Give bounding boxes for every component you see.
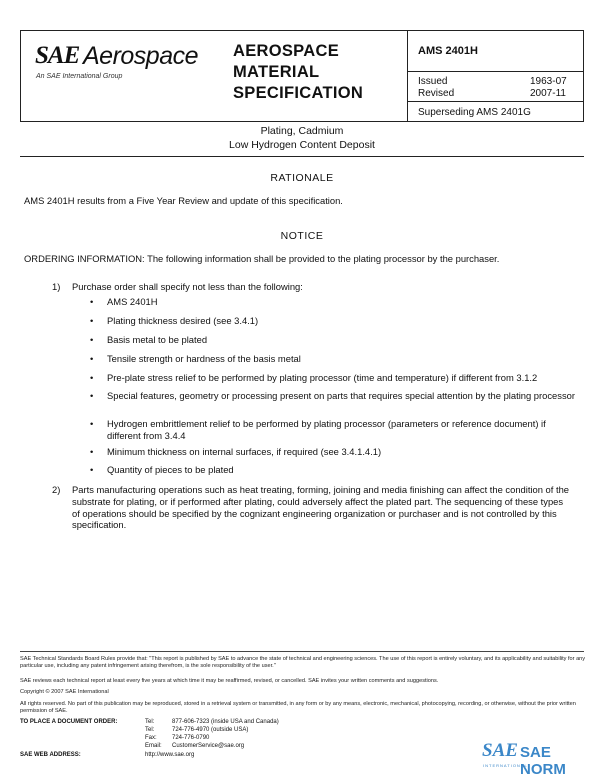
- document-title-line1: Plating, Cadmium: [260, 125, 344, 137]
- rationale-text: AMS 2401H results from a Five Year Review and update of this specification.: [24, 195, 343, 206]
- list-item: Special features, geometry or processing present on parts that requires special attention by the plating processor: [107, 390, 575, 401]
- document-title-line2: Low Hydrogen Content Deposit: [229, 139, 375, 151]
- list-item: Minimum thickness on internal surfaces, if required (see 3.4.1.4.1): [107, 446, 382, 457]
- superseding-note: Superseding AMS 2401G: [418, 107, 531, 118]
- web-link[interactable]: http://www.sae.org: [145, 752, 195, 758]
- web-label: SAE WEB ADDRESS:: [20, 752, 81, 758]
- sae-norm-wordmark: SAE NORM: [520, 744, 566, 778]
- logo-subtitle: An SAE International Group: [36, 73, 123, 80]
- title-divider: [20, 156, 584, 157]
- footer-rights: All rights reserved. No part of this publication may be reproduced, stored in a retrieval system or transmitted, in any form or by any means, electronic, mechanical, photocopying, recording, or otherwise, without the prior written permission of SAE.: [20, 701, 576, 714]
- order-label: TO PLACE A DOCUMENT ORDER:: [20, 719, 118, 725]
- ordering-information: ORDERING INFORMATION: The following information shall be provided to the plating processor by the purchaser.: [24, 253, 500, 264]
- logo-sae-mark: SAE: [35, 42, 80, 69]
- title-line-specification: SPECIFICATION: [233, 84, 364, 102]
- list-item: AMS 2401H: [107, 296, 158, 307]
- logo-aerospace-word: Aerospace: [83, 42, 199, 70]
- bullet-icon: •: [90, 372, 94, 383]
- bullet-icon: •: [90, 418, 94, 429]
- ams-number: AMS 2401H: [418, 45, 478, 57]
- item-text: Parts manufacturing operations such as heat treating, forming, joining and media finishing can affect the condition of the substrate for plating, or if performed after plating, could adversely affect the plated part. The sequencing of these types of operations should be specified by the cognizant engineering organization or purchaser and is not controlled by this specification.: [72, 484, 570, 531]
- tel-label: Tel:: [145, 719, 155, 725]
- sae-norm-logo-icon: SAE: [482, 740, 518, 761]
- spec-info-panel: [407, 31, 584, 121]
- bullet-icon: •: [90, 353, 94, 364]
- tel2-label: Tel:: [145, 727, 155, 733]
- sae-norm-subtitle: INTERNATIONAL: [483, 763, 528, 768]
- footer-board-rules: SAE Technical Standards Board Rules provide that: "This report is published by SAE to advance the state of technical and engineering sciences. The use of this report is entirely voluntary, and its applicability and suitability for any particular use, including any patent infringement arising therefrom, is the sole responsibility of the user.": [20, 656, 586, 669]
- issued-label: Issued: [418, 76, 448, 87]
- notice-heading: NOTICE: [280, 230, 324, 242]
- list-item: Tensile strength or hardness of the basis metal: [107, 353, 301, 364]
- divider: [408, 101, 584, 102]
- divider: [408, 71, 584, 72]
- tel-value: 877-606-7323 (inside USA and Canada): [172, 719, 279, 725]
- title-line-material: MATERIAL: [233, 63, 320, 81]
- list-item: Hydrogen embrittlement relief to be performed by plating processor (parameters or reference document) if different from 3.4.4: [107, 418, 546, 441]
- list-item: Quantity of pieces to be plated: [107, 464, 234, 475]
- list-item: Pre-plate stress relief to be performed by plating processor (time and temperature) if different from 3.1.2: [107, 372, 538, 383]
- list-item: Basis metal to be plated: [107, 334, 208, 345]
- bullet-icon: •: [90, 390, 94, 401]
- footer-review-note: SAE reviews each technical report at least every five years at which time it may be reaffirmed, revised, or cancelled. SAE invites your written comments and suggestions.: [20, 678, 439, 684]
- email-label: Email:: [145, 743, 162, 749]
- revised-value: 2007-11: [530, 88, 566, 99]
- spec-type-title: [233, 41, 403, 104]
- bullet-icon: •: [90, 464, 94, 475]
- bullet-icon: •: [90, 446, 94, 457]
- fax-label: Fax:: [145, 735, 157, 741]
- email-link[interactable]: CustomerService@sae.org: [172, 743, 245, 749]
- sae-aerospace-logo: [21, 31, 231, 121]
- bullet-icon: •: [90, 334, 94, 345]
- title-line-aerospace: AEROSPACE: [233, 42, 339, 60]
- footer-copyright: Copyright © 2007 SAE International: [20, 689, 109, 695]
- item-text: Purchase order shall specify not less than the following:: [72, 281, 303, 292]
- fax-value: 724-776-0790: [172, 735, 210, 741]
- list-item: Plating thickness desired (see 3.4.1): [107, 315, 259, 326]
- spec-header: [20, 30, 584, 122]
- revised-label: Revised: [418, 88, 455, 99]
- tel2-value: 724-776-4970 (outside USA): [172, 727, 249, 733]
- item-number: 2): [52, 484, 61, 495]
- bullet-icon: •: [90, 296, 94, 307]
- issued-value: 1963-07: [530, 76, 567, 87]
- item-number: 1): [52, 281, 61, 292]
- rationale-heading: RATIONALE: [270, 172, 334, 184]
- footer-divider: [20, 651, 584, 652]
- bullet-icon: •: [90, 315, 94, 326]
